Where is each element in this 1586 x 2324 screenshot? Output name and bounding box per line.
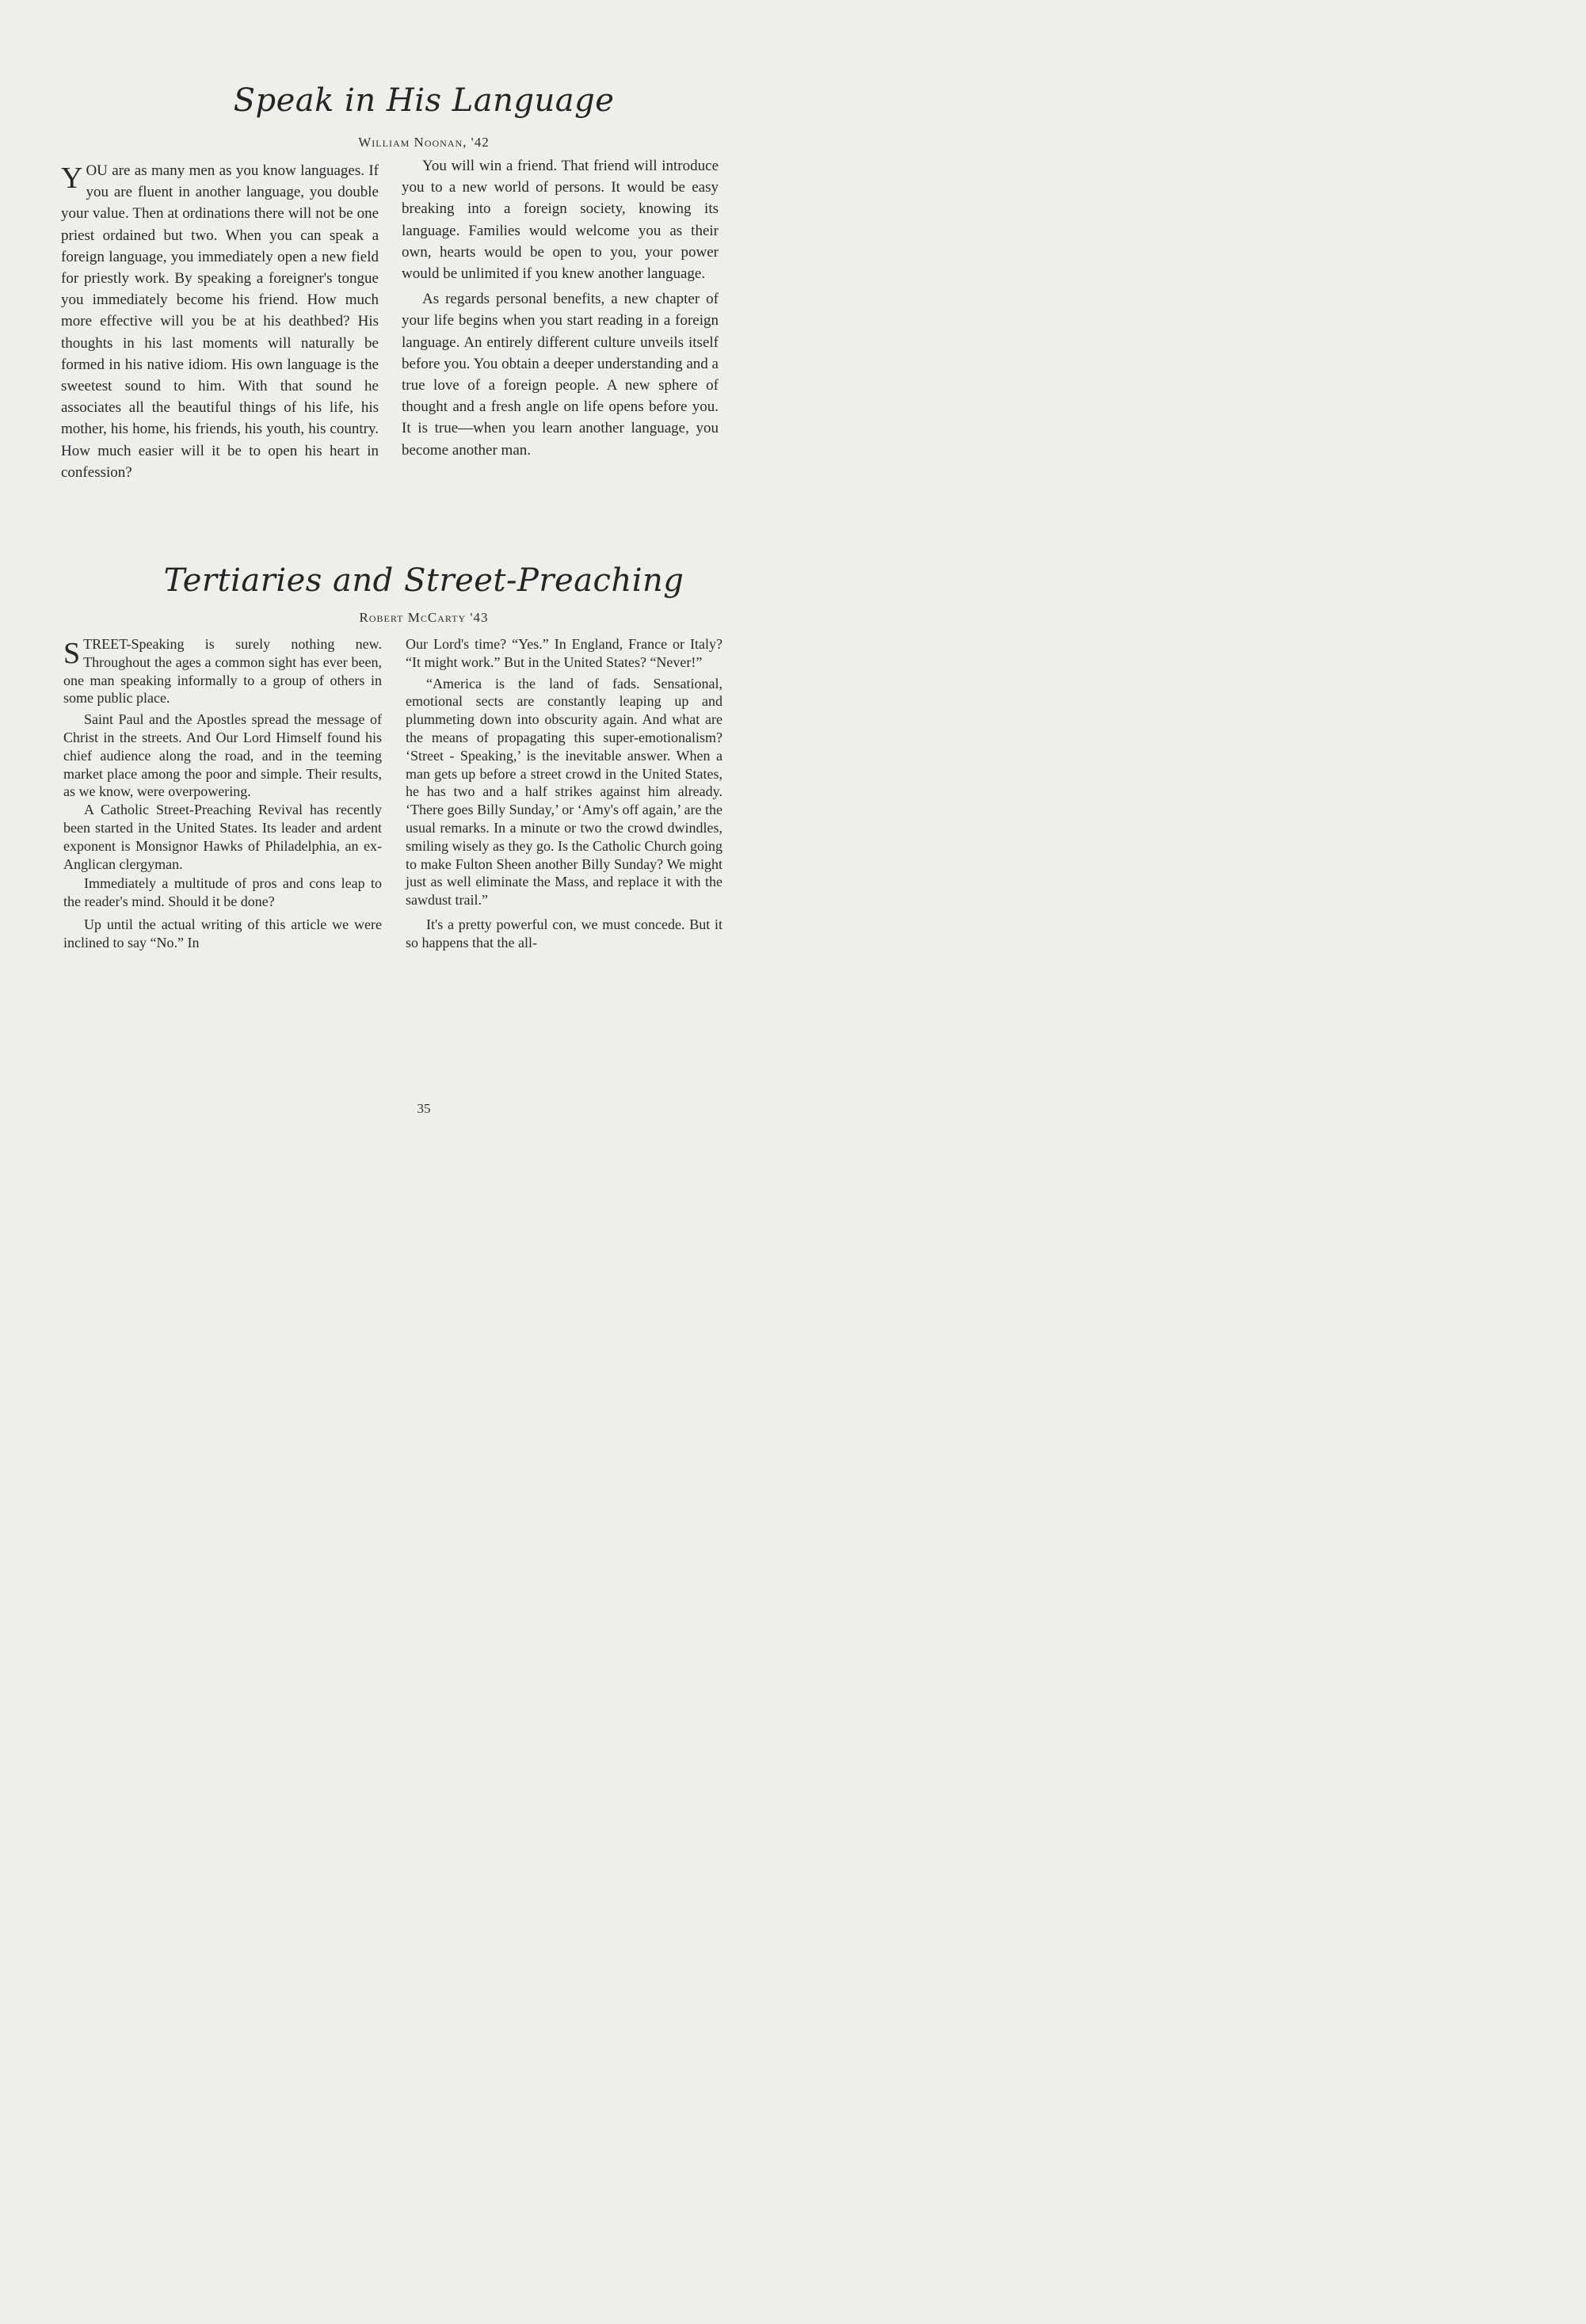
article-title-tertiaries-and-street-preaching: Tertiaries and Street-Preaching	[163, 562, 684, 599]
article1-paragraph	[61, 160, 379, 483]
article1-right-column	[402, 155, 719, 461]
article2-paragraph	[63, 635, 382, 707]
paragraph-text: TREET-Speaking is surely nothing new. Throughout the ages a common sight has ever been, one man speaking informally to a group of others in some public place.	[63, 636, 382, 707]
article2-paragraph: Up until the actual writing of this article we were inclined to say “No.” In	[63, 916, 382, 951]
article2-paragraph: Our Lord's time? “Yes.” In England, France or Italy? “It might work.” But in the United States? “Never!”	[406, 636, 722, 670]
paragraph-text: OU are as many men as you know languages. If you are fluent in another language, you double your value. Then at ordinations there will not be one priest ordained but two. When you can speak a foreign language, you immediately open a new field for priestly work. By speaking a foreigner's tongue you immediately become his friend. How much more effective will you be at his deathbed? His thoughts in his last moments will naturally be formed in his native idiom. His own language is the sweetest sound to him. With that sound he associates all the beautiful things of his life, his mother, his home, his friends, his youth, his country. How much easier will it be to open his heart in confession?	[61, 162, 379, 481]
magazine-page	[0, 0, 848, 1242]
article-title-speak-in-his-language: Speak in His Language	[233, 82, 615, 119]
article2-paragraph: It's a pretty powerful con, we must concede. But it so happens that the all-	[406, 916, 722, 951]
drop-cap: Y	[61, 162, 83, 195]
article2-paragraph: “America is the land of fads. Sensational, emotional sects are constantly leaping up and plummeting down into obscurity again. And what are the means of propagating this super-emotionalism? ‘Street - Speaking,’ is the inevitable answer. When a man gets up before a street crowd in the United States, he has two and a half strikes against him already. ‘There goes Billy Sunday,’ or ‘Amy's off again,’ are the usual remarks. In a minute or two the crowd dwindles, smiling wisely as they go. Is the Catholic Church going to make Fulton Sheen another Billy Sunday? We might just as well eliminate the Mass, and replace it with the sawdust trail.”	[406, 675, 722, 909]
article1-left-column	[61, 160, 379, 483]
article2-paragraph: Immediately a multitude of pros and cons leap to the reader's mind. Should it be done?	[63, 875, 382, 910]
page-number: 35	[417, 1101, 431, 1116]
article-byline-noonan: William Noonan, '42	[358, 135, 490, 150]
article2-paragraph: Saint Paul and the Apostles spread the message of Christ in the streets. And Our Lord Himself found his chief audience along the road, and in the teeming market place among the poor and simple. Their results, as we know, were overpowering.	[63, 711, 382, 800]
article2-paragraph: A Catholic Street-Preaching Revival has recently been started in the United States. Its leader and ardent exponent is Monsignor Hawks of Philadelphia, an ex-Anglican clergyman.	[63, 802, 382, 872]
article2-left-column	[63, 635, 382, 952]
article1-paragraph: You will win a friend. That friend will introduce you to a new world of persons. It would be easy breaking into a foreign society, knowing its language. Families would welcome you as their own, hearts would be open to you, your power would be unlimited if you knew another language.	[402, 158, 719, 283]
article2-right-column	[406, 635, 722, 952]
article1-paragraph: As regards personal benefits, a new chapter of your life begins when you start reading in a foreign language. An entirely different culture unveils itself before you. You obtain a deeper understanding and a true love of a foreign people. A new sphere of thought and a fresh angle on life opens before you. It is true—when you learn another language, you become another man.	[402, 291, 719, 459]
article-byline-mccarty: Robert McCarty '43	[359, 610, 489, 625]
drop-cap: S	[63, 637, 81, 670]
